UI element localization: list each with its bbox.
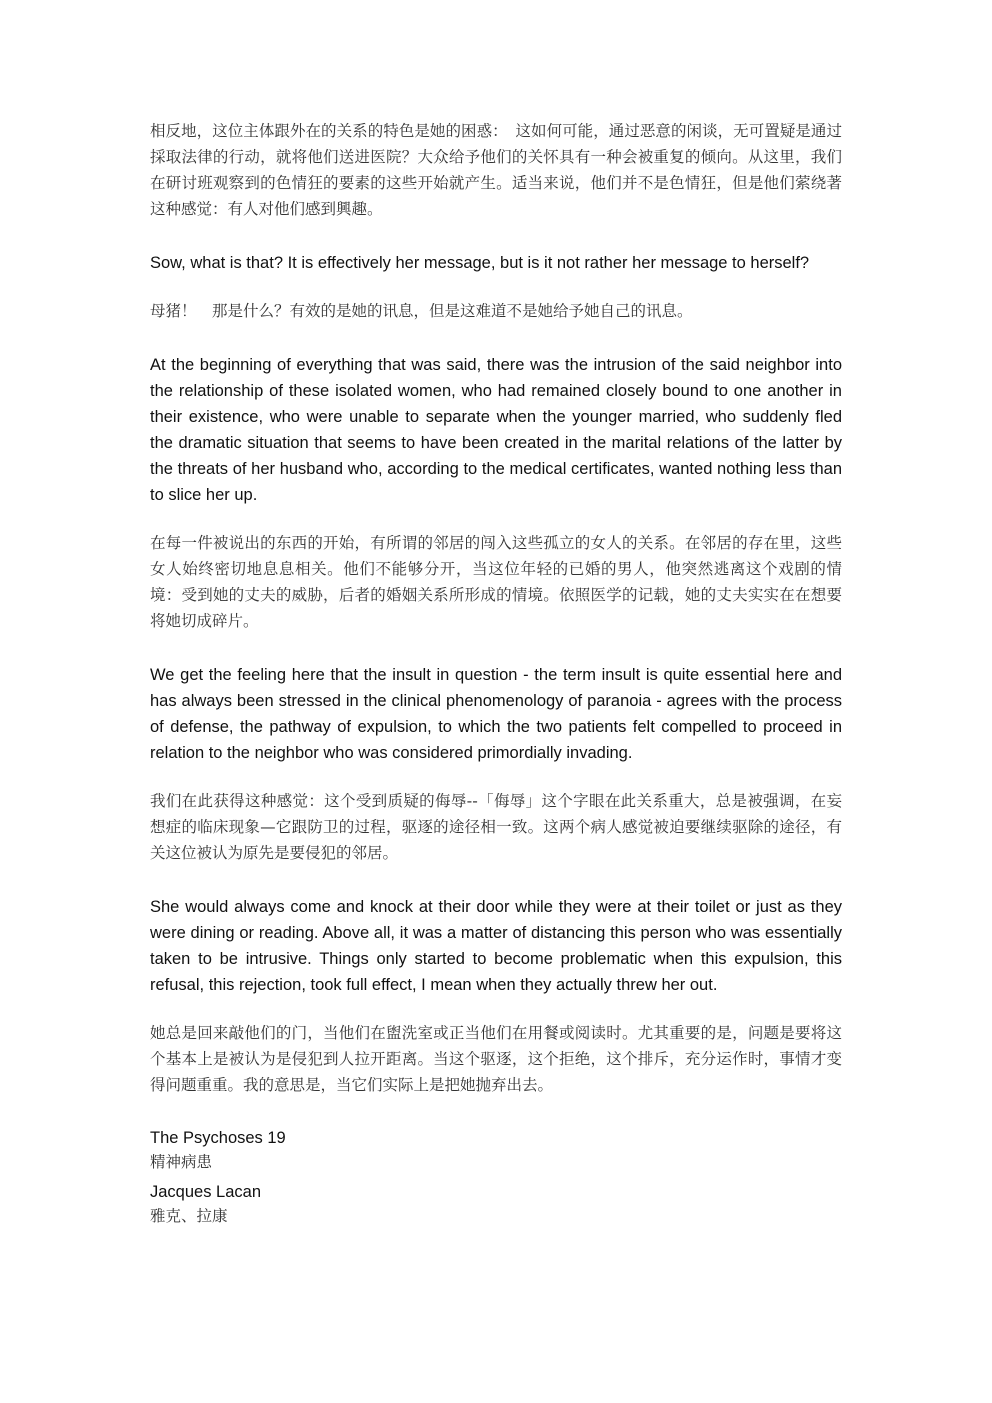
paragraph-en-2: At the beginning of everything that was said, there was the intrusion of the said neighbor into the relationship of these isolated women, who had remained closely bound to one another in their existence, who were unable to separate when the younger married, who suddenly fled the dramatic situation that seems to have been created in the marital relations of the latter by the threats of her husband who, according to the medical certificates, wanted nothing less than to slice her up. — [150, 356, 842, 504]
paragraph-en-4: She would always come and knock at their door while they were at their toilet or just as they were dining or reading. Above all, it was a matter of distancing this person who was essentially taken to be intrusive. Things only started to become problematic when this expulsion, this refusal, this rejection, took full effect, I mean when they actually threw her out. — [150, 898, 842, 994]
paragraph-zh-4: 我们在此获得这种感觉：这个受到质疑的侮辱--「侮辱」这个字眼在此关系重大，总是被强调，在妄想症的临床现象—它跟防卫的过程，驱逐的途径相一致。这两个病人感觉被迫要继续驱除的途径，有关这位被认为原先是要侵犯的邻居。 — [150, 792, 842, 862]
paragraph-zh-2: 母猪！ 那是什么？有效的是她的讯息，但是这难道不是她给予她自己的讯息。 — [150, 302, 693, 320]
book-title-en: The Psychoses 19 — [150, 1129, 286, 1147]
paragraph-zh-5: 她总是回来敲他们的门，当他们在盥洗室或正当他们在用餐或阅读时。尤其重要的是，问题是要将这个基本上是被认为是侵犯到人拉开距离。当这个驱逐，这个拒绝，这个排斥，充分运作时，事情才变得问题重重。我的意思是，当它们实际上是把她抛弃出去。 — [150, 1024, 842, 1094]
signature-block — [150, 1126, 842, 1228]
book-title-zh: 精神病患 — [150, 1153, 213, 1171]
paragraph-zh-3: 在每一件被说出的东西的开始，有所谓的邻居的闯入这些孤立的女人的关系。在邻居的存在里，这些女人始终密切地息息相关。他们不能够分开，当这位年轻的已婚的男人，他突然逃离这个戏剧的情境：受到她的丈夫的威胁，后者的婚姻关系所形成的情境。依照医学的记载，她的丈夫实实在在想要将她切成碎片。 — [150, 534, 842, 630]
author-name-en: Jacques Lacan — [150, 1183, 261, 1201]
paragraph-zh-1: 相反地，这位主体跟外在的关系的特色是她的困惑： 这如何可能，通过恶意的闲谈，无可置疑是通过採取法律的行动，就将他们送进医院？大众给予他们的关怀具有一种会被重复的倾向。从这里，我们在研讨班观察到的色情狂的要素的这些开始就产生。适当来说，他们并不是色情狂，但是他们萦绕著这种感觉：有人对他们感到興趣。 — [150, 122, 842, 218]
document-page — [150, 118, 842, 1228]
paragraph-en-3: We get the feeling here that the insult in question - the term insult is quite essential here and has always been stressed in the clinical phenomenology of paranoia - agrees with the process of defense, the pathway of expulsion, to which the two patients felt compelled to proceed in relation to the neighbor who was considered primordially invading. — [150, 666, 842, 762]
author-name-zh: 雅克、拉康 — [150, 1207, 228, 1225]
paragraph-en-1: Sow, what is that? It is effectively her message, but is it not rather her message to herself? — [150, 254, 810, 272]
